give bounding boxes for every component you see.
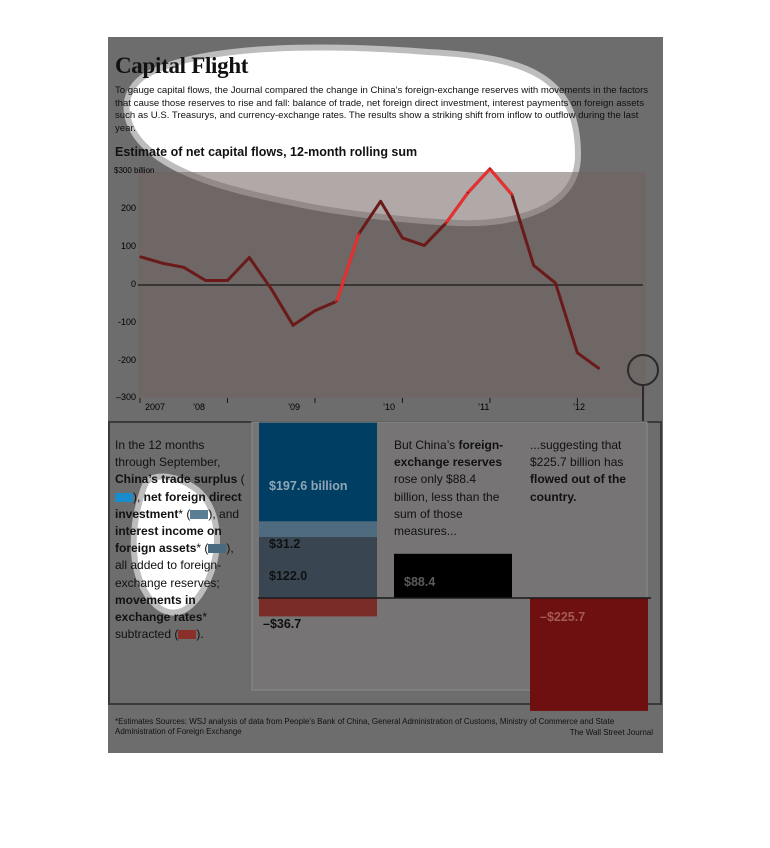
- intro-text: To gauge capital flows, the Journal compared the change in China’s foreign-exchange reserves with movements in the factors that cause those reserves to rise and fall: balance of trade, net foreign direct investment, interest payments on foreign assets such as U.S. Treasurys, and currency-exchange rates. The results show a striking shift from inflow to outflow during the last year.: [115, 85, 649, 134]
- x-tick-label-2012: ’12: [573, 402, 586, 412]
- y-tick-label-minus-200: -200: [117, 355, 136, 365]
- line-point: [402, 237, 404, 239]
- bar-label-reserves: $88.4: [404, 575, 436, 589]
- line-point: [227, 280, 229, 282]
- exchange-swatch: [178, 630, 196, 639]
- outflow-text: ...suggesting that $225.7 billion has flowed out of the country.: [530, 438, 626, 504]
- footnote: *Estimates Sources: WSJ analysis of data from People’s Bank of China, General Administration of Customs, Ministry of Commerce and State Administration of Foreign Exchange: [115, 717, 615, 736]
- line-point: [555, 282, 557, 284]
- page-title: Capital Flight: [115, 53, 249, 78]
- line-point: [380, 201, 382, 203]
- graphic-panel: [108, 37, 663, 753]
- line-point: [161, 262, 163, 264]
- line-point: [183, 266, 185, 268]
- line-point: [511, 194, 513, 196]
- line-point: [467, 192, 469, 194]
- line-point: [445, 222, 447, 224]
- line-point: [314, 310, 316, 312]
- y-tick-label-0: 0: [130, 279, 136, 289]
- y-tick-label-100: 100: [120, 241, 136, 251]
- line-point: [598, 368, 600, 370]
- y-tick-label-minus-100: -100: [117, 317, 136, 327]
- line-point: [205, 280, 207, 282]
- line-point: [336, 300, 338, 302]
- credit: The Wall Street Journal: [569, 728, 653, 737]
- interest-swatch: [208, 544, 226, 553]
- bar-label-outflow: –$225.7: [540, 610, 586, 624]
- y-tick-label-minus-300: –300: [115, 392, 136, 402]
- reserves-text: But China’s foreign-exchange reserves rose only $88.4 billion, less than the sum of those measures...: [394, 438, 504, 539]
- line-point: [489, 168, 491, 170]
- line-point: [533, 265, 535, 267]
- line-point: [270, 288, 272, 290]
- fdi-swatch: [190, 510, 208, 519]
- trade-swatch: [115, 493, 133, 502]
- bar-label-interest: $122.0: [269, 569, 308, 583]
- y-tick-label-200: 200: [120, 203, 136, 213]
- x-tick-label-2007: 2007: [145, 402, 166, 412]
- x-tick-label-2011: ’11: [478, 402, 490, 412]
- x-tick-label-2008: ’08: [193, 402, 206, 412]
- bar-trade-surplus: [259, 423, 377, 522]
- line-point: [249, 257, 251, 259]
- bar-label-trade: $197.6 billion: [269, 479, 348, 493]
- bar-label-fdi: $31.2: [269, 537, 301, 551]
- line-point: [139, 256, 141, 258]
- explanation-text: In the 12 months through September, China’s trade surplus (), net foreign direct investment* ( ), and interest income on foreign assets* ( ), all added to foreign-exchange reserves; movements in exchange rates* subtracted ( ).: [115, 438, 245, 642]
- x-tick-label-2010: ’10: [383, 402, 396, 412]
- line-point: [577, 352, 579, 354]
- line-point: [292, 325, 294, 327]
- chart-subtitle: Estimate of net capital flows, 12-month rolling sum: [115, 145, 418, 159]
- line-point: [424, 245, 426, 247]
- x-tick-label-2009: ’09: [288, 402, 301, 412]
- bar-fdi: [259, 521, 377, 537]
- line-point: [358, 233, 360, 235]
- y-tick-label-300: $300 billion: [114, 166, 155, 175]
- bar-exchange-rates: [259, 598, 377, 616]
- bar-label-exchange: –$36.7: [263, 617, 302, 631]
